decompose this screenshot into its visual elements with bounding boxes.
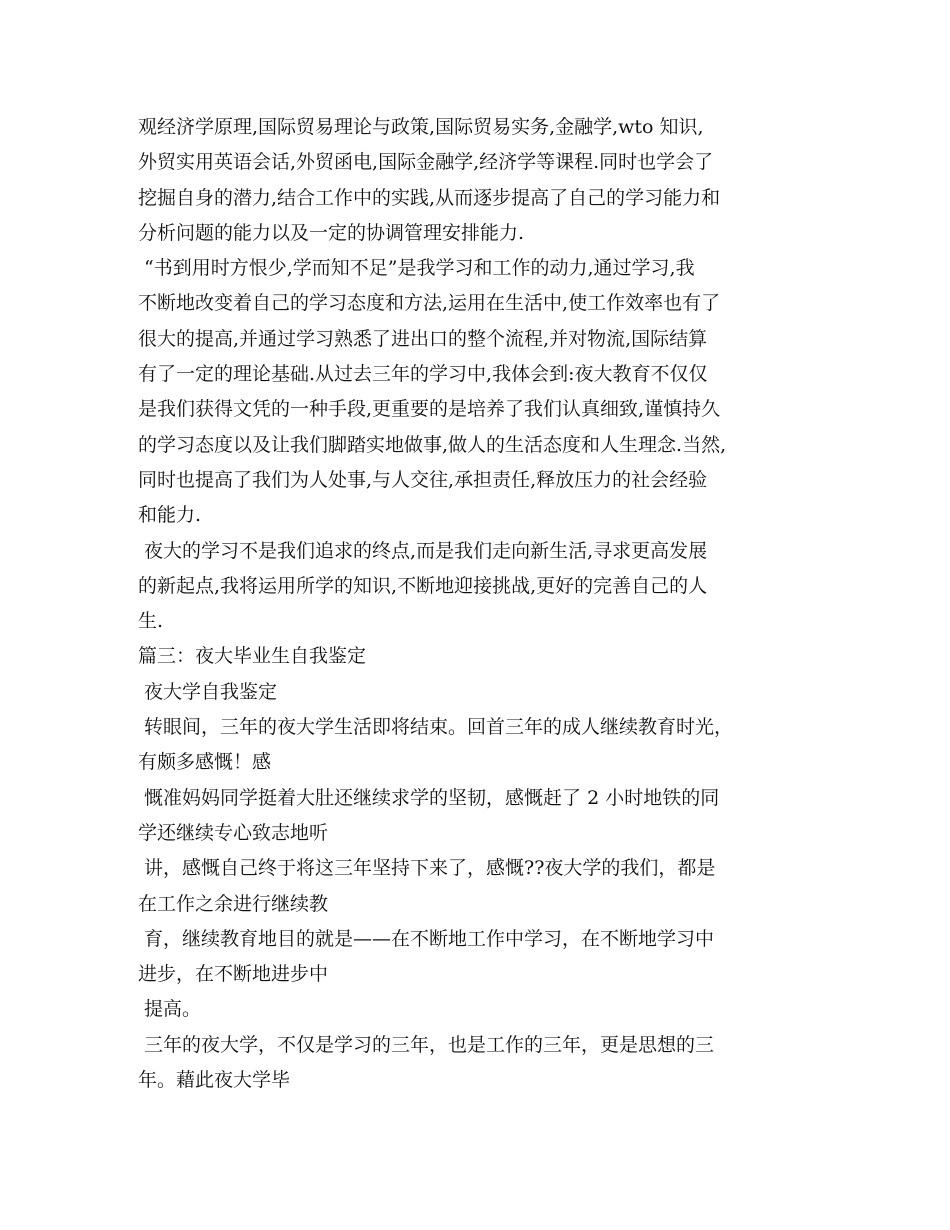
text-line: 的学习态度以及让我们脚踏实地做事,做人的生活态度和人生理念.当然, xyxy=(138,433,727,456)
text-line: 挖掘自身的潜力,结合工作中的实践,从而逐步提高了自己的学习能力和 xyxy=(138,186,721,209)
text-line: 夜大的学习不是我们追求的终点,而是我们走向新生活,寻求更高发展 xyxy=(138,539,708,562)
section-heading: 篇三：夜大毕业生自我鉴定 xyxy=(138,645,367,668)
text-line: 转眼间，三年的夜大学生活即将结束。回首三年的成人继续教育时光， xyxy=(138,716,734,739)
text-line: 和能力. xyxy=(138,504,202,527)
text-line: 是我们获得文凭的一种手段,更重要的是培养了我们认真细致,谨慎持久 xyxy=(138,398,721,421)
document-body xyxy=(138,110,828,1098)
text-line: 的新起点,我将运用所学的知识,不断地迎接挑战,更好的完善自己的人 xyxy=(138,574,708,597)
text-line: 学还继续专心致志地听 xyxy=(138,821,329,844)
text-line: 外贸实用英语会话,外贸函电,国际金融学,经济学等课程.同时也学会了 xyxy=(138,151,714,174)
text-line: 讲，感慨自己终于将这三年坚持下来了，感慨??夜大学的我们，都是 xyxy=(138,857,716,880)
text-line: 慨准妈妈同学挺着大肚还继续求学的坚韧，感慨赶了 2 小时地铁的同 xyxy=(138,786,720,809)
text-line: 有了一定的理论基础.从过去三年的学习中,我体会到:夜大教育不仅仅 xyxy=(138,363,708,386)
text-line: 不断地改变着自己的学习态度和方法,运用在生活中,使工作效率也有了 xyxy=(138,292,721,315)
text-line: 育，继续教育地目的就是——在不断地工作中学习，在不断地学习中 xyxy=(138,927,715,950)
text-line: 在工作之余进行继续教 xyxy=(138,892,329,915)
text-line: 同时也提高了我们为人处事,与人交往,承担责任,释放压力的社会经验 xyxy=(138,468,708,491)
text-line: 进步，在不断地进步中 xyxy=(138,963,329,986)
text-line: “书到用时方恨少,学而知不足”是我学习和工作的动力,通过学习,我 xyxy=(138,257,695,280)
text-line: 分析问题的能力以及一定的协调管理安排能力. xyxy=(138,221,525,244)
text-line: 观经济学原理,国际贸易理论与政策,国际贸易实务,金融学,wto 知识, xyxy=(138,116,704,138)
text-line: 提高。 xyxy=(138,998,202,1021)
text-line: 三年的夜大学，不仅是学习的三年，也是工作的三年，更是思想的三 xyxy=(138,1033,715,1056)
text-line: 有颇多感慨！感 xyxy=(138,751,272,774)
text-line: 很大的提高,并通过学习熟悉了进出口的整个流程,并对物流,国际结算 xyxy=(138,327,708,350)
text-line: 生. xyxy=(138,610,164,633)
subsection-title: 夜大学自我鉴定 xyxy=(138,680,278,703)
text-line: 年。藉此夜大学毕 xyxy=(138,1069,291,1092)
